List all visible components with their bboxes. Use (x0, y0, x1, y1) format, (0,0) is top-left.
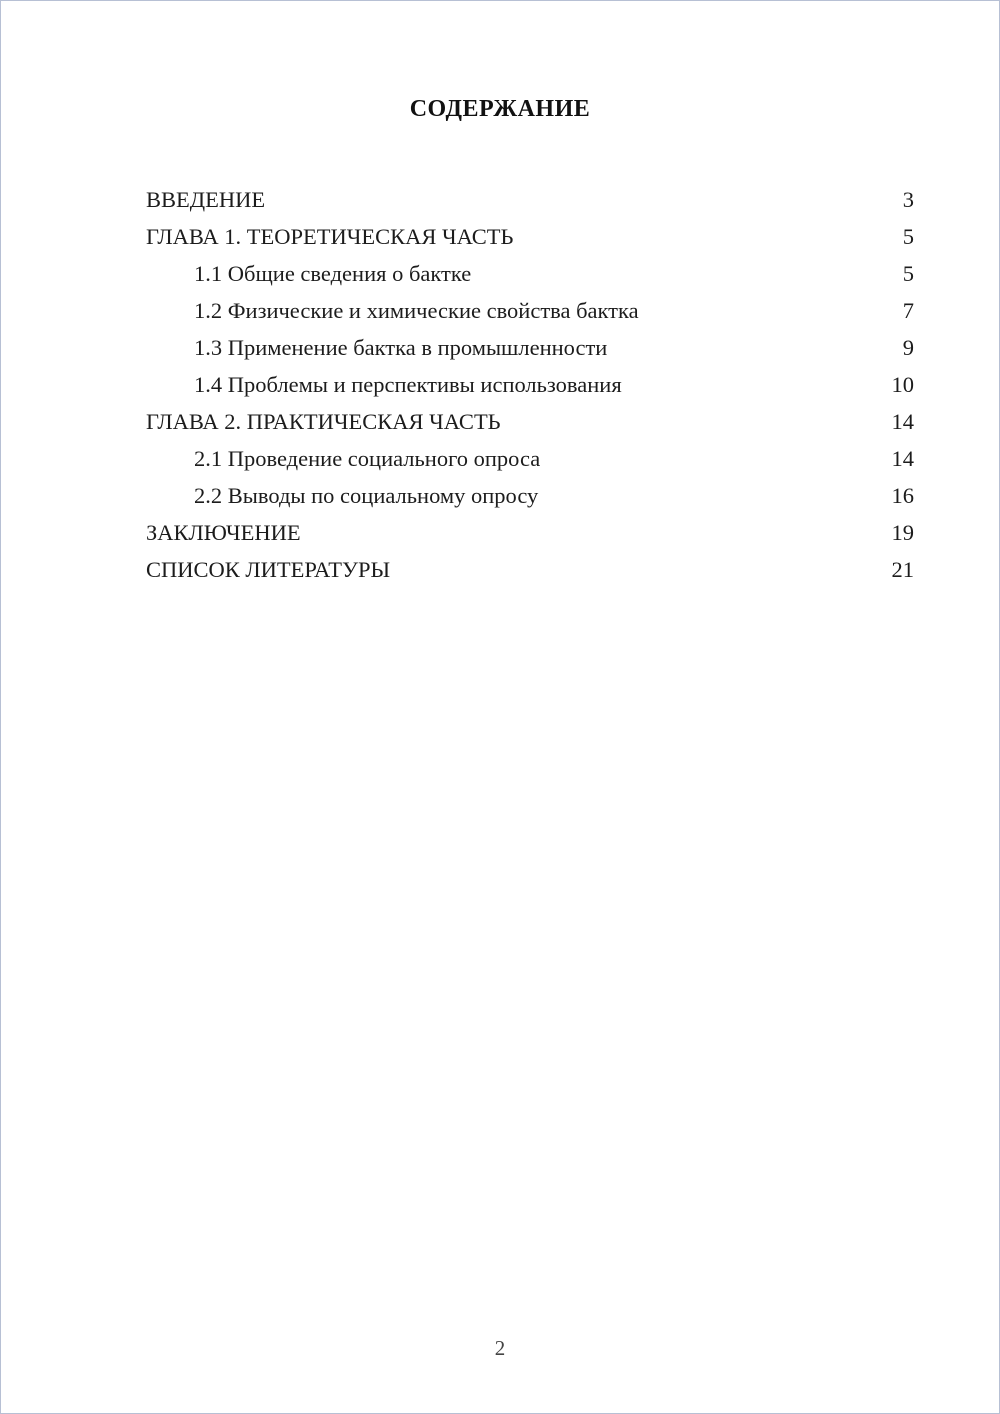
toc-entry (146, 440, 914, 477)
toc-entry-label: ЗАКЛЮЧЕНИЕ (146, 520, 301, 545)
toc-entry-label: 2.2 Выводы по социальному опросу (194, 483, 539, 508)
toc-entry-label: ГЛАВА 1. ТЕОРЕТИЧЕСКАЯ ЧАСТЬ (146, 224, 514, 249)
toc-list (146, 181, 914, 588)
toc-entry-page: 16 (891, 483, 914, 508)
toc-entry-page: 21 (891, 557, 914, 582)
toc-entry-page: 10 (891, 372, 914, 397)
toc-entry-page: 5 (902, 261, 914, 286)
toc-entry-page: 3 (902, 187, 914, 212)
toc-entry (146, 329, 914, 366)
toc-entry (146, 218, 914, 255)
toc-entry-label: 2.1 Проведение социального опроса (194, 446, 541, 471)
toc-entry-label: 1.4 Проблемы и перспективы использования (194, 372, 622, 397)
toc-entry (146, 366, 914, 403)
page-title: СОДЕРЖАНИЕ (409, 96, 591, 122)
toc-entry-label: 1.3 Применение бактка в промышленности (194, 335, 608, 360)
footer-page-number: 2 (494, 1336, 506, 1360)
toc-entry (146, 403, 914, 440)
toc-entry (146, 477, 914, 514)
toc-entry (146, 255, 914, 292)
toc-entry-page: 19 (891, 520, 914, 545)
toc-entry-label: СПИСОК ЛИТЕРАТУРЫ (146, 557, 391, 582)
toc-entry-page: 14 (891, 409, 914, 434)
toc-entry-label: ГЛАВА 2. ПРАКТИЧЕСКАЯ ЧАСТЬ (146, 409, 501, 434)
toc-entry-page: 9 (902, 335, 914, 360)
toc-entry (146, 551, 914, 588)
toc-entry (146, 181, 914, 218)
toc-entry (146, 292, 914, 329)
toc-entry-page: 7 (902, 298, 914, 323)
toc-entry (146, 514, 914, 551)
toc-entry-label: 1.2 Физические и химические свойства бактка (194, 298, 639, 323)
toc-entry-label: 1.1 Общие сведения о бактке (194, 261, 472, 286)
toc-entry-page: 5 (902, 224, 914, 249)
toc-entry-label: ВВЕДЕНИЕ (146, 187, 266, 212)
toc-entry-page: 14 (891, 446, 914, 471)
